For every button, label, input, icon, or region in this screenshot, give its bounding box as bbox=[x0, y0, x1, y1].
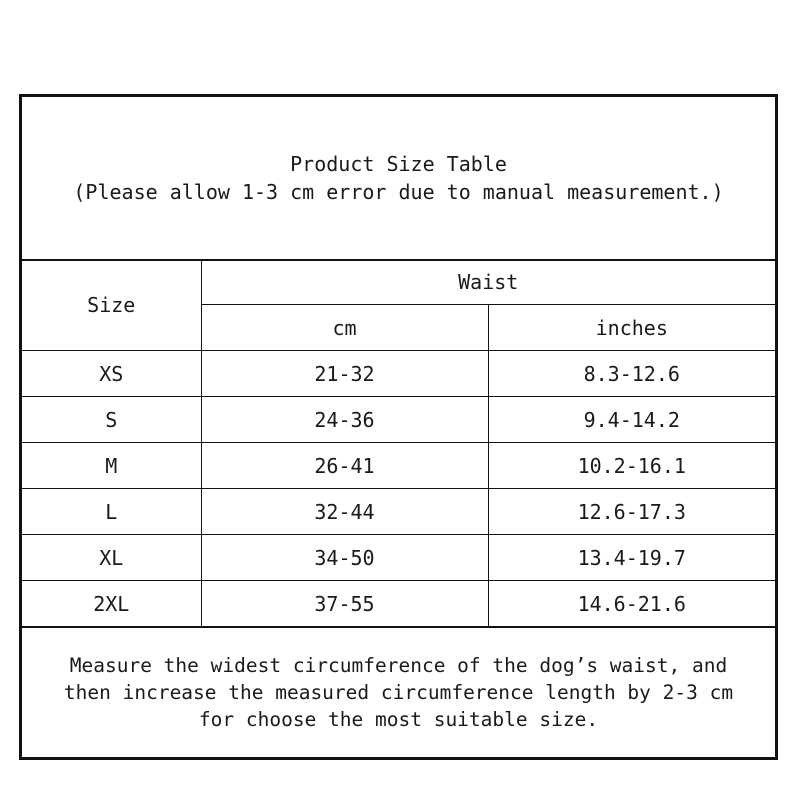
inches-cell: 14.6-21.6 bbox=[488, 581, 775, 628]
size-cell: M bbox=[22, 443, 201, 489]
size-cell: L bbox=[22, 489, 201, 535]
inches-cell: 10.2-16.1 bbox=[488, 443, 775, 489]
table-subtitle: (Please allow 1-3 cm error due to manual measurement.) bbox=[73, 180, 724, 204]
size-column-header: Size bbox=[22, 259, 201, 351]
cm-cell: 34-50 bbox=[201, 535, 488, 581]
inches-cell: 8.3-12.6 bbox=[488, 351, 775, 397]
size-cell: S bbox=[22, 397, 201, 443]
size-cell: XL bbox=[22, 535, 201, 581]
size-cell: 2XL bbox=[22, 581, 201, 628]
inches-cell: 12.6-17.3 bbox=[488, 489, 775, 535]
measurement-note bbox=[22, 628, 775, 757]
size-table-frame bbox=[19, 94, 778, 760]
cm-cell: 21-32 bbox=[201, 351, 488, 397]
note-line: for choose the most suitable size. bbox=[198, 708, 599, 731]
note-line: then increase the measured circumference length by 2-3 cm bbox=[63, 681, 734, 704]
waist-column-header: Waist bbox=[201, 259, 775, 305]
inches-cell: 13.4-19.7 bbox=[488, 535, 775, 581]
table-row bbox=[22, 535, 775, 581]
cm-cell: 24-36 bbox=[201, 397, 488, 443]
cm-cell: 32-44 bbox=[201, 489, 488, 535]
size-table bbox=[22, 259, 775, 628]
inches-cell: 9.4-14.2 bbox=[488, 397, 775, 443]
table-row bbox=[22, 443, 775, 489]
cm-column-header: cm bbox=[201, 305, 488, 351]
note-line: Measure the widest circumference of the dog’s waist, and bbox=[69, 654, 728, 677]
cm-cell: 37-55 bbox=[201, 581, 488, 628]
inches-column-header: inches bbox=[488, 305, 775, 351]
size-cell: XS bbox=[22, 351, 201, 397]
table-row bbox=[22, 581, 775, 628]
table-header bbox=[22, 97, 775, 261]
cm-cell: 26-41 bbox=[201, 443, 488, 489]
table-title: Product Size Table bbox=[290, 152, 507, 176]
table-row bbox=[22, 397, 775, 443]
table-row bbox=[22, 351, 775, 397]
table-row bbox=[22, 489, 775, 535]
